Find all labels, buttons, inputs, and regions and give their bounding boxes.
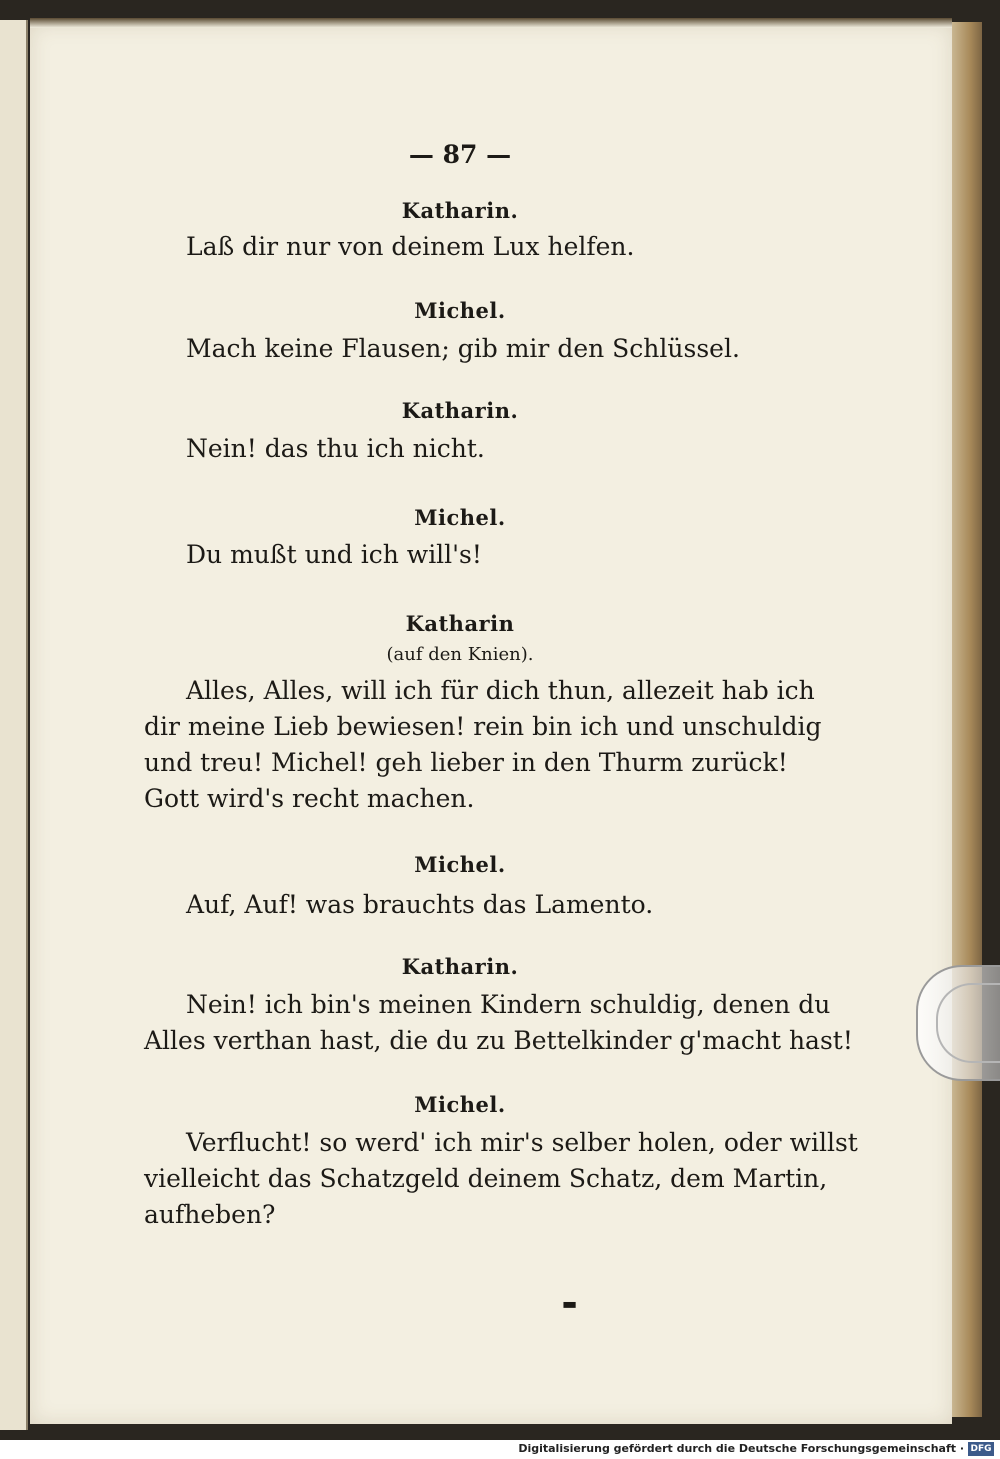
speaker-name: Katharin	[405, 611, 515, 636]
stage-direction: (auf den Knien).	[386, 644, 534, 665]
text-line: und treu! Michel! geh lieber in den Thurm zurück!	[144, 748, 788, 777]
end-mark: ▬	[562, 1294, 578, 1313]
speaker-name: Katharin.	[401, 954, 519, 979]
footer-bar	[0, 1440, 1000, 1459]
speaker-name: Katharin.	[401, 198, 519, 223]
dfg-logo: DFG	[968, 1442, 994, 1456]
text-line: aufheben?	[144, 1200, 276, 1229]
speaker-name: Michel.	[414, 852, 506, 877]
text-line: Gott wird's recht machen.	[144, 784, 475, 813]
text-line: Du mußt und ich will's!	[186, 540, 482, 569]
footer-credit: Digitalisierung gefördert durch die Deutsche Forschungsgemeinschaft ·	[518, 1442, 964, 1455]
text-line: Nein! das thu ich nicht.	[186, 434, 485, 463]
speaker-name: Michel.	[414, 298, 506, 323]
text-line: dir meine Lieb bewiesen! rein bin ich und unschuldig	[144, 712, 822, 741]
speaker-name: Katharin.	[401, 398, 519, 423]
text-line: Verflucht! so werd' ich mir's selber holen, oder willst	[186, 1128, 858, 1157]
speaker-name: Michel.	[414, 505, 506, 530]
speaker-name: Michel.	[414, 1092, 506, 1117]
text-line: Alles, Alles, will ich für dich thun, allezeit hab ich	[186, 676, 815, 705]
text-line: Alles verthan hast, die du zu Bettelkinder g'macht hast!	[144, 1026, 853, 1055]
text-line: Auf, Auf! was brauchts das Lamento.	[186, 890, 654, 919]
text-line: Mach keine Flausen; gib mir den Schlüssel.	[186, 334, 740, 363]
text-line: Nein! ich bin's meinen Kindern schuldig, denen du	[186, 990, 831, 1019]
text-line: vielleicht das Schatzgeld deinem Schatz, dem Martin,	[144, 1164, 828, 1193]
page-number: — 87 —	[408, 140, 512, 169]
text-line: Laß dir nur von deinem Lux helfen.	[186, 232, 635, 261]
